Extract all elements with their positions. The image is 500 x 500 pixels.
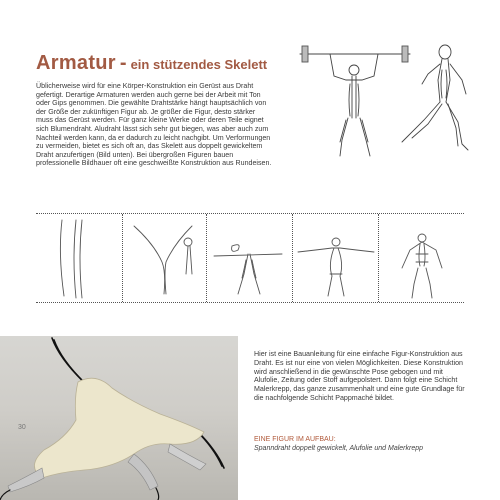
title-main: Armatur	[36, 52, 116, 74]
title-subtitle: ein stützendes Skelett	[130, 57, 268, 72]
step-separator	[292, 214, 293, 302]
step-4-image	[294, 214, 378, 302]
step-separator	[378, 214, 379, 302]
page-number: 30	[18, 424, 26, 431]
intro-paragraph: Üblicherweise wird für eine Körper-Konstruktion ein Gerüst aus Draht gefertigt. Derartige Armaturen werden auch gerne bei der Arbeit mit Ton oder Gips genommen. Die gewählte Drahtstärke hängt hauptsächlich von der Größe der zukünftigen Figur ab. Je größer die Figur, desto stärker muss das Gerüst werden. Für ganz kleine Werke oder deren Teile eignet sich Blumendraht. Aludraht lässt sich sehr gut biegen, was aber auch zum Nachteil werden kann, da er dadurch zu leicht nachgibt. Um Verformungen zu vermeiden, bietet es sich oft an, das Skelett aus doppelt gewickeltem Draht anzufertigen (Bild unten). Bei übergroßen Figuren bauen professionelle Bildhauer oft eine geschweißte Konstruktion aus Rundeisen.	[36, 82, 272, 168]
step-2-image	[122, 214, 206, 302]
caption-heading: EINE FIGUR IM AUFBAU:	[254, 436, 336, 443]
step-separator	[206, 214, 207, 302]
figure-construction-photo	[0, 336, 238, 500]
step-3-image	[208, 214, 292, 302]
page-title	[36, 40, 267, 77]
construction-steps-strip	[36, 213, 464, 303]
instructions-paragraph: Hier ist eine Bauanleitung für eine einfache Figur-Konstruktion aus Draht. Es ist nur eine von vielen Möglichkeiten. Diese Konstruktion wird anschließend in die gewünschte Pose gebogen und mit Alufolie, Zeitung oder Stoff aufgepolstert. Dann folgt eine Schicht Malerkrepp, das ganze zusammenhalt und eine gute Grundlage für die nachfolgende Schicht Pappmaché bildet.	[254, 350, 465, 402]
caption-text: Spanndraht doppelt gewickelt, Alufolie und Malerkrepp	[254, 445, 424, 452]
step-1-image	[36, 214, 120, 302]
step-5-image	[380, 214, 464, 302]
title-dash: -	[119, 52, 127, 74]
wire-figures-illustration	[290, 40, 480, 160]
